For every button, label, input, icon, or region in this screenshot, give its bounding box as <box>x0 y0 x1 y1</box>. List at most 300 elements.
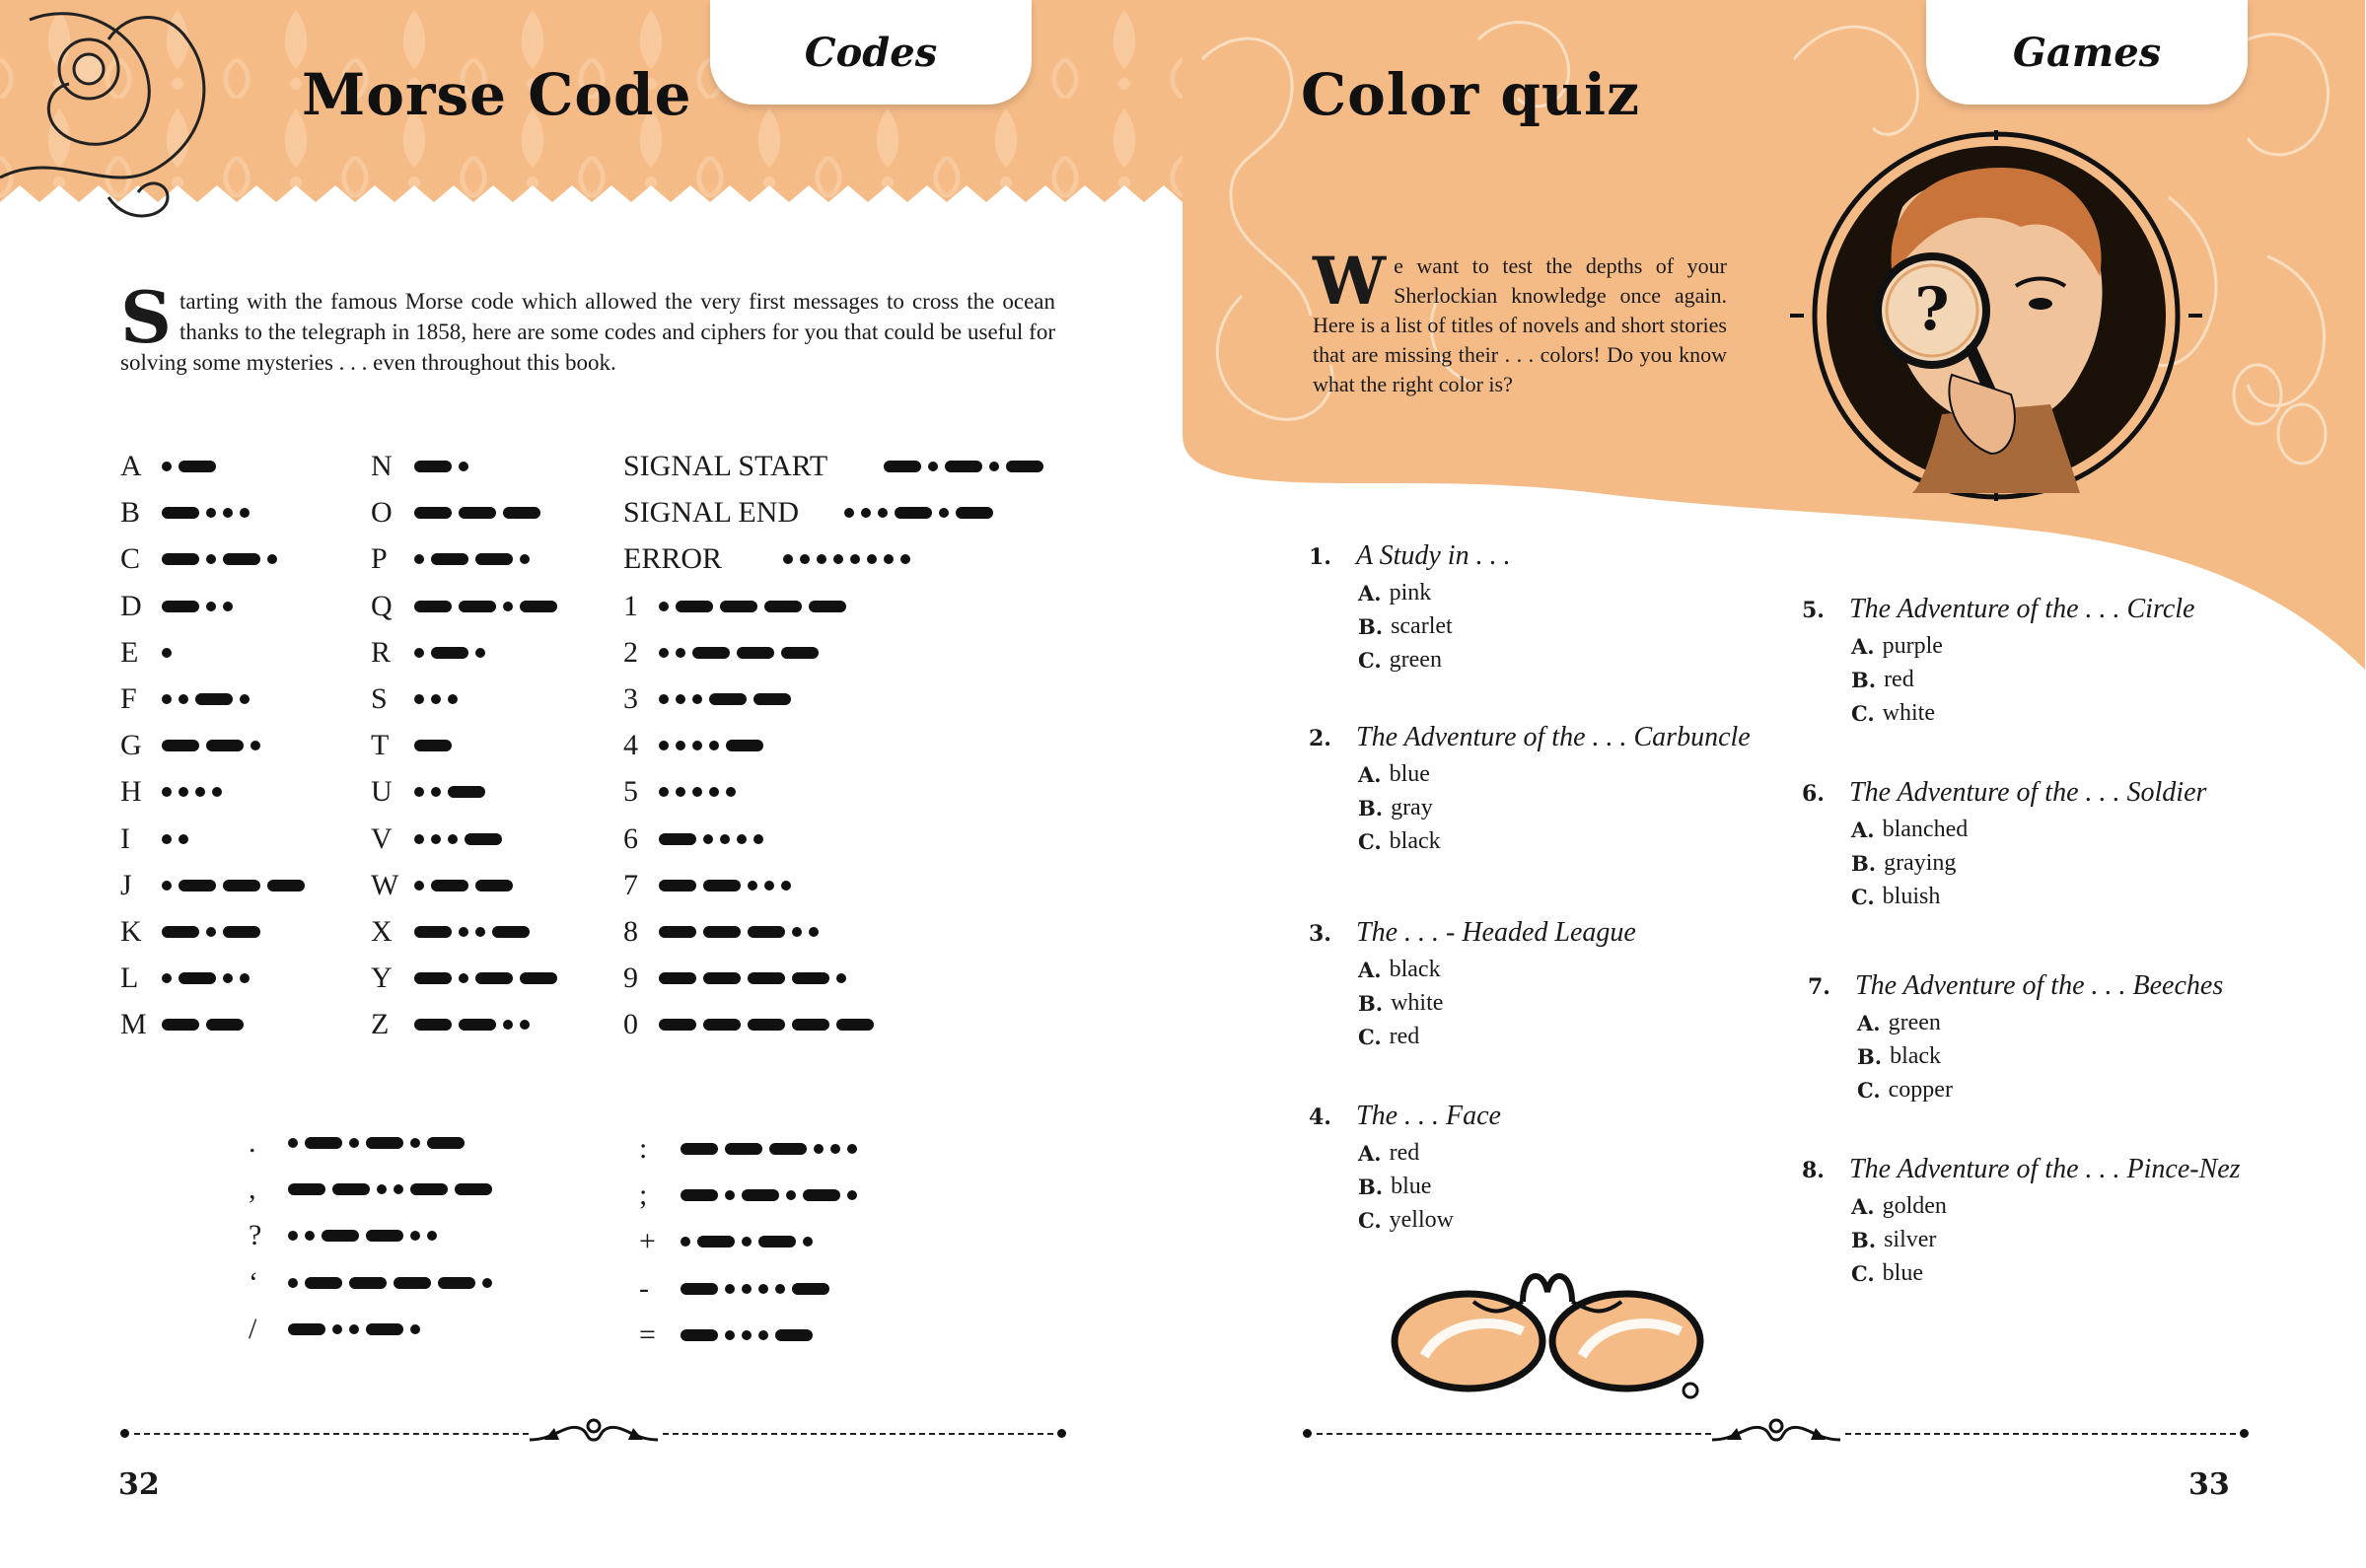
morse-dash <box>288 1323 325 1335</box>
morse-dot <box>414 554 424 564</box>
morse-code-marks <box>414 775 485 809</box>
morse-symbol: 2 <box>623 635 638 669</box>
morse-dot <box>844 508 854 518</box>
morse-dash <box>792 972 829 984</box>
option-text: blue <box>1882 1259 1923 1286</box>
morse-code-marks <box>659 1008 874 1041</box>
morse-code-marks <box>414 450 468 483</box>
question-number: 4. <box>1309 1105 1331 1130</box>
option-letter: C. <box>1851 700 1875 726</box>
morse-row-I <box>120 822 130 856</box>
morse-symbol: 1 <box>623 589 638 622</box>
morse-dash <box>414 601 452 612</box>
morse-dot <box>861 508 871 518</box>
morse-dot <box>742 1284 752 1294</box>
morse-dot <box>394 1184 403 1194</box>
morse-dash <box>703 972 741 984</box>
morse-symbol: H <box>120 775 142 809</box>
morse-code-marks <box>659 869 791 902</box>
option-text: scarlet <box>1391 612 1453 639</box>
morse-dash <box>431 647 468 659</box>
answer-option[interactable] <box>1358 609 1511 643</box>
morse-dot <box>725 1190 735 1200</box>
morse-code-marks <box>162 1008 244 1041</box>
morse-dash <box>179 880 216 891</box>
morse-code-marks <box>681 1319 813 1352</box>
morse-symbol: + <box>639 1225 656 1258</box>
morse-symbol: 0 <box>623 1008 638 1041</box>
morse-dash <box>288 1183 325 1195</box>
quiz-question-2 <box>1309 722 1751 858</box>
morse-dash <box>742 1189 779 1201</box>
morse-row-Z <box>371 1008 389 1041</box>
option-text: golden <box>1882 1192 1947 1219</box>
option-letter: A. <box>1851 1193 1875 1219</box>
morse-dash <box>427 1137 465 1149</box>
morse-row-J <box>120 869 132 902</box>
morse-symbol: Y <box>371 962 393 995</box>
morse-dot <box>410 1324 420 1334</box>
morse-dash <box>748 972 785 984</box>
intro-text: tarting with the famous Morse code which allowed the very first messages to cross the ocean thanks to the telegraph in 1858, here are some codes and ciphers for you that could be useful for solving some mysteries . . . even throughout this book. <box>120 289 1055 375</box>
morse-dash <box>764 601 802 612</box>
morse-dash <box>520 601 557 612</box>
morse-dot <box>742 1330 752 1340</box>
morse-dot <box>781 881 791 891</box>
morse-dot <box>410 1231 420 1241</box>
answer-option[interactable] <box>1851 1189 2241 1223</box>
answer-option[interactable] <box>1851 1223 2241 1256</box>
morse-row-Y <box>371 962 393 995</box>
option-letter: B. <box>1851 1227 1877 1252</box>
morse-row-T <box>371 729 389 762</box>
morse-dot <box>179 694 188 704</box>
morse-dot <box>709 787 719 797</box>
morse-row-O <box>371 496 393 530</box>
answer-option[interactable] <box>1358 1020 1636 1053</box>
morse-dash <box>414 507 452 519</box>
morse-symbol: B <box>120 496 141 530</box>
option-letter: C. <box>1851 884 1875 909</box>
morse-row-digit-0 <box>623 1008 638 1041</box>
morse-row-punct-a-1 <box>249 1173 256 1206</box>
morse-code-marks <box>414 590 557 623</box>
right-page <box>1183 0 2365 1568</box>
morse-dash <box>475 972 513 984</box>
morse-row-punct-b-1 <box>639 1178 647 1212</box>
morse-dot <box>448 694 458 704</box>
morse-symbol: W <box>371 868 399 901</box>
answer-option[interactable] <box>1851 1256 2241 1290</box>
morse-dash <box>659 972 696 984</box>
intro-paragraph <box>120 275 1055 378</box>
morse-dot <box>459 927 468 937</box>
morse-dot <box>223 508 233 518</box>
option-text: black <box>1389 827 1441 854</box>
morse-row-P <box>371 542 388 576</box>
morse-dot <box>475 927 485 937</box>
morse-code-marks <box>162 869 305 902</box>
morse-dash <box>414 1019 452 1031</box>
morse-dash <box>709 693 747 705</box>
quiz-question-5 <box>1802 594 2194 730</box>
morse-dot <box>427 1231 437 1241</box>
morse-code-marks <box>659 590 846 623</box>
morse-dot <box>792 927 802 937</box>
option-text: purple <box>1882 632 1943 659</box>
option-letter: A. <box>1358 957 1382 982</box>
morse-dot <box>162 973 172 983</box>
answer-option[interactable] <box>1358 1136 1501 1170</box>
drop-cap: W <box>1313 243 1387 320</box>
morse-dot <box>676 648 685 658</box>
morse-dash <box>748 1019 785 1031</box>
morse-dash <box>414 926 452 938</box>
question-heading <box>1808 970 2223 1006</box>
option-letter: C. <box>1857 1077 1881 1103</box>
morse-dash <box>162 507 199 519</box>
page-number: 33 <box>2188 1467 2230 1502</box>
morse-dot <box>414 787 424 797</box>
morse-dash <box>775 1329 813 1341</box>
option-text: silver <box>1884 1226 1937 1252</box>
option-letter: B. <box>1358 990 1384 1016</box>
morse-row-digit-6 <box>623 822 638 856</box>
morse-dash <box>803 1189 840 1201</box>
morse-row-K <box>120 915 142 949</box>
morse-dot <box>830 1144 840 1154</box>
morse-symbol: - <box>639 1271 649 1305</box>
answer-option[interactable] <box>1358 986 1636 1020</box>
morse-dot <box>681 1237 690 1247</box>
morse-symbol: : <box>639 1132 648 1165</box>
option-letter: C. <box>1358 1207 1382 1233</box>
morse-dot <box>162 834 172 844</box>
option-letter: B. <box>1851 850 1877 876</box>
morse-row-punct-b-0 <box>639 1132 647 1166</box>
question-heading <box>1309 1101 1501 1136</box>
morse-dot <box>206 927 216 937</box>
morse-symbol: Q <box>371 589 393 622</box>
morse-dot <box>847 1190 857 1200</box>
morse-dash <box>162 1019 199 1031</box>
morse-row-punct-a-2 <box>249 1219 261 1252</box>
quiz-question-8 <box>1802 1154 2241 1290</box>
morse-code-marks <box>288 1219 437 1252</box>
morse-dot <box>162 462 172 471</box>
answer-option[interactable] <box>1358 953 1636 986</box>
morse-code-marks <box>681 1225 813 1258</box>
morse-row-signal-2 <box>623 542 722 576</box>
morse-dot <box>764 881 774 891</box>
morse-dash <box>475 553 513 565</box>
morse-symbol: = <box>639 1318 656 1351</box>
morse-symbol: ERROR <box>623 542 723 576</box>
morse-code-marks <box>414 542 530 576</box>
question-number: 6. <box>1802 781 1825 807</box>
morse-dash <box>455 1183 492 1195</box>
morse-dash <box>414 972 452 984</box>
answer-option[interactable] <box>1358 643 1511 677</box>
morse-row-W <box>371 869 398 902</box>
morse-dot <box>288 1231 298 1241</box>
morse-dot <box>267 554 277 564</box>
section-tab-games[interactable]: Games <box>1926 0 2248 105</box>
morse-symbol: . <box>249 1126 256 1159</box>
morse-code-marks <box>414 729 452 762</box>
answer-option[interactable] <box>1851 813 2206 846</box>
morse-symbol: R <box>371 635 392 669</box>
morse-dash <box>223 553 260 565</box>
morse-symbol: O <box>371 496 393 530</box>
morse-symbol: M <box>120 1008 147 1041</box>
option-letter: B. <box>1358 613 1384 639</box>
morse-dot <box>742 1237 752 1247</box>
morse-code-marks <box>162 915 260 949</box>
answer-option[interactable] <box>1851 629 2194 663</box>
morse-dot <box>878 508 888 518</box>
morse-symbol: ; <box>639 1178 648 1212</box>
morse-dot <box>809 927 819 937</box>
question-title: The Adventure of the . . . Soldier <box>1849 777 2207 808</box>
answer-option[interactable] <box>1358 576 1511 609</box>
intro-text: e want to test the depths of your Sherlockian knowledge once again. Here is a list of titles of novels and short stories that are missing their . . . colors! Do you know what the right color is? <box>1313 253 1727 396</box>
option-text: gray <box>1391 794 1433 820</box>
morse-code-marks <box>288 1173 492 1206</box>
morse-symbol: 8 <box>623 915 638 948</box>
morse-dot <box>783 554 793 564</box>
morse-dot <box>659 787 669 797</box>
morse-code-marks <box>162 775 222 809</box>
quiz-question-3 <box>1309 917 1636 1053</box>
morse-row-signal-1 <box>623 496 799 530</box>
morse-row-digit-7 <box>623 869 638 902</box>
morse-symbol: G <box>120 729 142 762</box>
morse-dot <box>884 554 894 564</box>
answer-option[interactable] <box>1851 880 2206 913</box>
morse-code-marks <box>288 1266 492 1300</box>
morse-code-marks <box>162 682 250 716</box>
morse-dash <box>725 1143 762 1155</box>
question-title: The . . . Face <box>1356 1101 1501 1131</box>
quiz-question-1 <box>1309 540 1511 677</box>
morse-dash <box>781 647 819 659</box>
answer-option[interactable] <box>1851 846 2206 880</box>
morse-code-marks <box>659 636 819 670</box>
morse-row-M <box>120 1008 147 1041</box>
option-text: green <box>1389 646 1442 673</box>
quiz-question-4 <box>1309 1101 1501 1237</box>
morse-dash <box>726 740 763 751</box>
morse-dash <box>459 507 496 519</box>
morse-dash <box>366 1137 403 1149</box>
answer-option[interactable] <box>1358 757 1751 791</box>
morse-dot <box>240 973 250 983</box>
morse-row-B <box>120 496 140 530</box>
morse-symbol: X <box>371 915 393 948</box>
morse-dash <box>659 1019 696 1031</box>
morse-symbol: 3 <box>623 682 638 715</box>
morse-code-marks <box>162 542 277 576</box>
option-letter: B. <box>1358 795 1384 820</box>
morse-code-marks <box>162 450 216 483</box>
morse-dot <box>659 694 669 704</box>
morse-symbol: , <box>249 1173 256 1206</box>
morse-symbol: S <box>371 682 388 715</box>
option-letter: C. <box>1358 1024 1382 1049</box>
morse-dash <box>475 880 513 891</box>
question-number: 8. <box>1802 1158 1825 1183</box>
morse-dash <box>792 1019 829 1031</box>
morse-dot <box>288 1138 298 1148</box>
answer-option[interactable] <box>1851 663 2194 696</box>
morse-dot <box>989 462 999 471</box>
answer-option[interactable] <box>1358 824 1751 858</box>
morse-symbol: 9 <box>623 962 638 995</box>
morse-dot <box>720 834 730 844</box>
morse-code-marks <box>844 496 993 530</box>
option-text: copper <box>1888 1076 1953 1103</box>
morse-dash <box>681 1189 718 1201</box>
morse-row-E <box>120 636 138 670</box>
morse-dot <box>459 973 468 983</box>
quiz-question-7 <box>1808 970 2223 1106</box>
morse-dash <box>223 926 260 938</box>
section-tab-codes[interactable]: Codes <box>710 0 1032 105</box>
answer-option[interactable] <box>1857 1073 2223 1106</box>
morse-dot <box>288 1278 298 1288</box>
morse-symbol: A <box>120 450 142 482</box>
morse-dot <box>162 881 172 891</box>
morse-code-marks <box>162 822 188 856</box>
morse-dash <box>179 972 216 984</box>
morse-dot <box>162 694 172 704</box>
morse-code-marks <box>414 962 557 995</box>
morse-dash <box>459 1019 496 1031</box>
morse-code-marks <box>659 962 846 995</box>
morse-symbol: 4 <box>623 729 638 762</box>
morse-dash <box>792 1283 829 1295</box>
option-text: blue <box>1389 760 1430 787</box>
question-heading <box>1309 540 1511 576</box>
morse-dot <box>206 602 216 611</box>
morse-symbol: SIGNAL END <box>623 496 800 530</box>
drop-cap: S <box>120 275 172 359</box>
page-number: 32 <box>118 1467 160 1502</box>
morse-dot <box>725 1330 735 1340</box>
morse-dot <box>800 554 810 564</box>
question-number: 7. <box>1808 974 1830 1000</box>
morse-row-digit-8 <box>623 915 638 949</box>
question-title: The Adventure of the . . . Carbuncle <box>1356 722 1751 752</box>
morse-dash <box>681 1329 718 1341</box>
morse-dash <box>179 461 216 472</box>
option-letter: C. <box>1851 1260 1875 1286</box>
morse-code-marks <box>884 450 1043 483</box>
morse-dot <box>817 554 826 564</box>
morse-dot <box>748 881 757 891</box>
answer-option[interactable] <box>1851 696 2194 730</box>
answer-option[interactable] <box>1857 1006 2223 1039</box>
morse-row-A <box>120 450 142 483</box>
morse-row-punct-b-2 <box>639 1225 656 1258</box>
morse-code-marks <box>414 682 458 716</box>
option-letter: B. <box>1851 667 1877 692</box>
morse-dash <box>945 461 982 472</box>
morse-dash <box>492 926 530 938</box>
morse-dot <box>786 1190 796 1200</box>
answer-option[interactable] <box>1857 1039 2223 1073</box>
answer-option[interactable] <box>1358 791 1751 824</box>
morse-dot <box>349 1138 359 1148</box>
morse-dot <box>332 1324 342 1334</box>
option-letter: A. <box>1358 580 1382 606</box>
morse-dot <box>162 648 172 658</box>
morse-dot <box>414 648 424 658</box>
morse-dot <box>758 1330 768 1340</box>
morse-row-signal-0 <box>623 450 827 483</box>
morse-dot <box>414 881 424 891</box>
question-title: The . . . - Headed League <box>1356 917 1636 948</box>
morse-dot <box>251 741 260 750</box>
morse-row-punct-b-4 <box>639 1319 656 1352</box>
morse-dash <box>703 1019 741 1031</box>
option-text: green <box>1888 1009 1941 1035</box>
option-text: white <box>1882 699 1935 726</box>
morse-dash <box>394 1277 431 1289</box>
morse-dash <box>206 1019 244 1031</box>
morse-code-marks <box>162 729 260 762</box>
morse-dash <box>414 740 452 751</box>
morse-dash <box>676 601 713 612</box>
morse-code-marks <box>162 590 233 623</box>
morse-dot <box>520 1020 530 1030</box>
morse-dash <box>162 926 199 938</box>
morse-row-Q <box>371 590 393 623</box>
question-number: 5. <box>1802 598 1825 623</box>
morse-dot <box>179 787 188 797</box>
morse-symbol: D <box>120 589 142 622</box>
morse-dash <box>748 926 785 938</box>
intro-paragraph <box>1313 243 1727 399</box>
morse-dot <box>349 1324 359 1334</box>
morse-code-marks <box>681 1178 857 1212</box>
morse-dash <box>895 507 932 519</box>
flourish-icon <box>1707 1414 1845 1444</box>
morse-dot <box>503 1020 513 1030</box>
morse-symbol: J <box>120 868 132 901</box>
option-text: graying <box>1884 849 1957 876</box>
morse-dot <box>753 834 763 844</box>
morse-dot <box>850 554 860 564</box>
morse-dash <box>267 880 305 891</box>
option-letter: B. <box>1857 1043 1883 1069</box>
question-number: 1. <box>1309 544 1331 570</box>
morse-dot <box>431 694 441 704</box>
morse-dash <box>162 553 199 565</box>
answer-option[interactable] <box>1358 1170 1501 1203</box>
morse-dash <box>305 1277 342 1289</box>
morse-dash <box>884 461 921 472</box>
morse-dot <box>503 602 513 611</box>
question-title: A Study in . . . <box>1356 540 1511 571</box>
morse-dash <box>703 926 741 938</box>
morse-dot <box>414 694 424 704</box>
morse-row-punct-a-0 <box>249 1126 256 1160</box>
morse-row-X <box>371 915 393 949</box>
morse-dash <box>459 601 496 612</box>
answer-option[interactable] <box>1358 1203 1501 1237</box>
